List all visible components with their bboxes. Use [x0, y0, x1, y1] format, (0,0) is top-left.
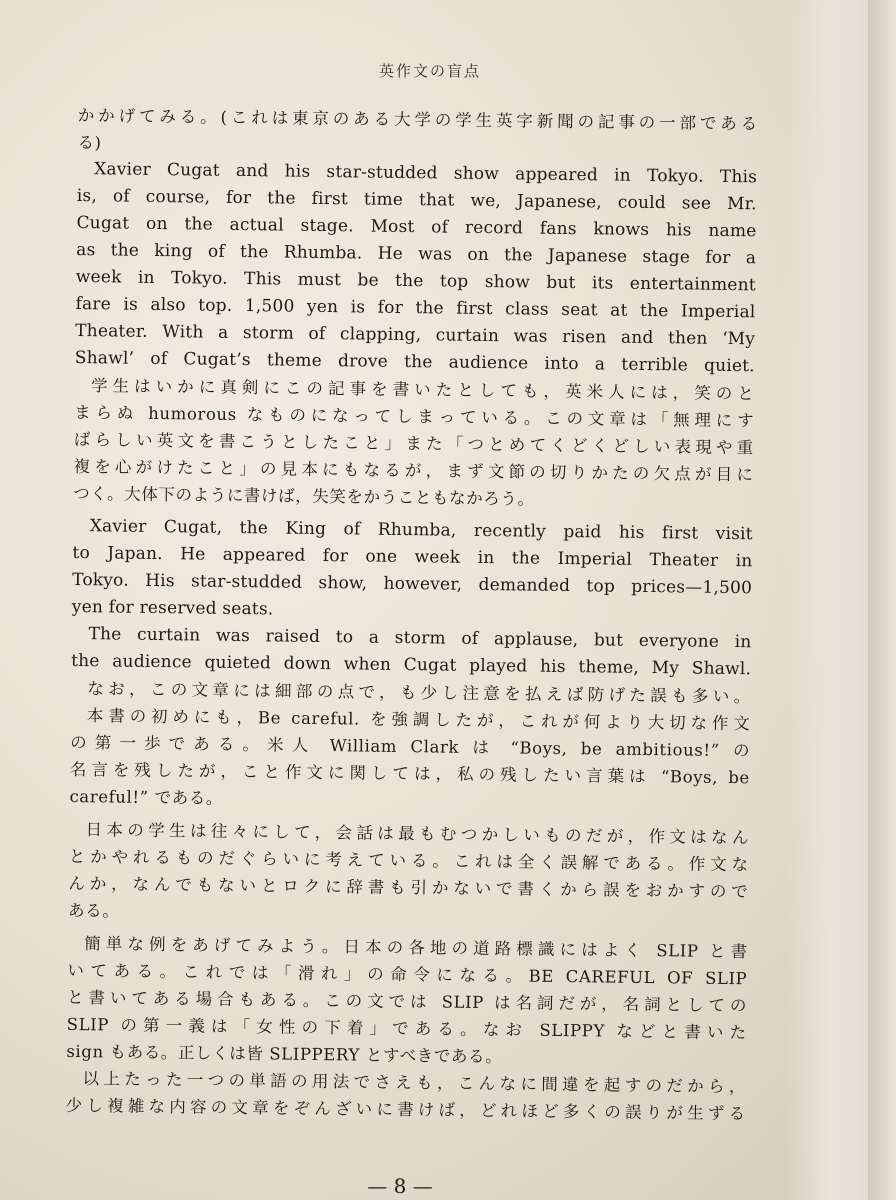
text-line: week in Tokyo. This must be the top show but its entertainment: [75, 266, 756, 296]
running-header: 英作文の盲点: [378, 62, 481, 80]
text-line: いてある。これでは「滑れ」の命令になる。BE CAREFUL OF SLIP: [67, 960, 748, 989]
text-line: 本書の初めにも，Be careful. を強調したが，これが何より大切な作文: [86, 706, 751, 734]
text-line: ある。: [68, 900, 120, 921]
text-line: Cugat on the actual stage. Most of record fans knows his name: [76, 212, 757, 242]
text-line: sign もある。正しくは皆 SLIPPERY とすべきである。: [66, 1041, 503, 1067]
text-line: 学生はいかに真剣にこの記事を書いたとしても，英米人には，笑のと: [90, 376, 755, 404]
text-line: つく。大体下のように書けば，失笑をかうこともなかろう。: [73, 483, 535, 509]
text-line: とかやれるものだぐらいに考えている。これは全く誤解である。作文な: [68, 846, 749, 875]
text-line: fare is also top. 1,500 yen is for the first class seat at the Imperial: [75, 293, 756, 323]
text-line: 簡単な例をあげてみよう。日本の各地の道路標識にはよく SLIP と書: [84, 934, 748, 962]
text-line: the audience quieted down when Cugat played his theme, My Shawl.: [71, 650, 752, 680]
text-line: 名言を残したが，こと作文に関しては，私の残したい言葉は “Boys, be: [69, 759, 750, 788]
text-line: Xavier Cugat, the King of Rhumba, recently paid his first visit: [89, 516, 753, 545]
text-line: 少し複雑な内容の文章をぞんざいに書けば，どれほど多くの誤りが生ずる: [65, 1095, 746, 1124]
text-line: かかげてみる。(これは東京のある大学の学生英字新聞の記事の一部である: [77, 105, 758, 134]
text-line: なお，この文章には細部の点で，も少し注意を払えば防げた誤も多い。: [87, 679, 751, 707]
page-fold-shadow: [868, 0, 896, 1200]
text-line: まらぬ humorous なものになってしまっている。この文章は「無理にす: [74, 402, 755, 431]
text-line: Tokyo. His star-studded show, however, demanded top prices—1,500: [72, 569, 753, 599]
page-number: — 8 —: [367, 1174, 433, 1198]
body-text: [66, 102, 758, 1127]
text-line: careful!” である。: [69, 786, 224, 808]
text-line: と書いてある場合もある。この文では SLIP は名詞だが，名詞としての: [66, 987, 748, 1016]
text-line: んか，なんでもないとロクに辞書も引かないで書くから誤をおかすので: [68, 873, 749, 902]
text-line: The curtain was raised to a storm of applause, but everyone in: [88, 624, 752, 653]
text-line: る): [77, 132, 102, 153]
text-line: 複を心がけたこと」の見本にもなるが，まず文節の切りかたの欠点が目に: [73, 456, 754, 485]
text-line: Shawl’ of Cugat’s theme drove the audience into a terrible quiet.: [74, 347, 755, 377]
text-line: Theater. With a storm of clapping, curtain was risen and then ‘My: [75, 320, 756, 350]
text-line: is, of course, for the first time that we, Japanese, could see Mr.: [76, 185, 757, 215]
text-line: Xavier Cugat and his star-studded show appeared in Tokyo. This: [94, 159, 758, 188]
text-line: to Japan. He appeared for one week in the Imperial Theater in: [72, 542, 753, 572]
text-line: ばらしい英文を書こうとしたこと」また「つとめてくどくどしい表現や重: [73, 429, 754, 458]
text-line: yen for reserved seats.: [71, 596, 274, 620]
text-line: 以上たった一つの単語の用法でさえも，こんなに間違を起すのだから，: [82, 1069, 747, 1097]
text-line: as the king of the Rhumba. He was on the Japanese stage for a: [76, 239, 757, 269]
text-line: SLIP の第一義は「女性の下着」である。なお SLIPPY などと書いた: [66, 1014, 747, 1043]
text-line: の第一歩である。米人 William Clark は “Boys, be ambitious!” の: [70, 732, 751, 761]
text-line: 日本の学生は往々にして，会話は最もむつかしいものだが，作文はなん: [85, 820, 750, 848]
